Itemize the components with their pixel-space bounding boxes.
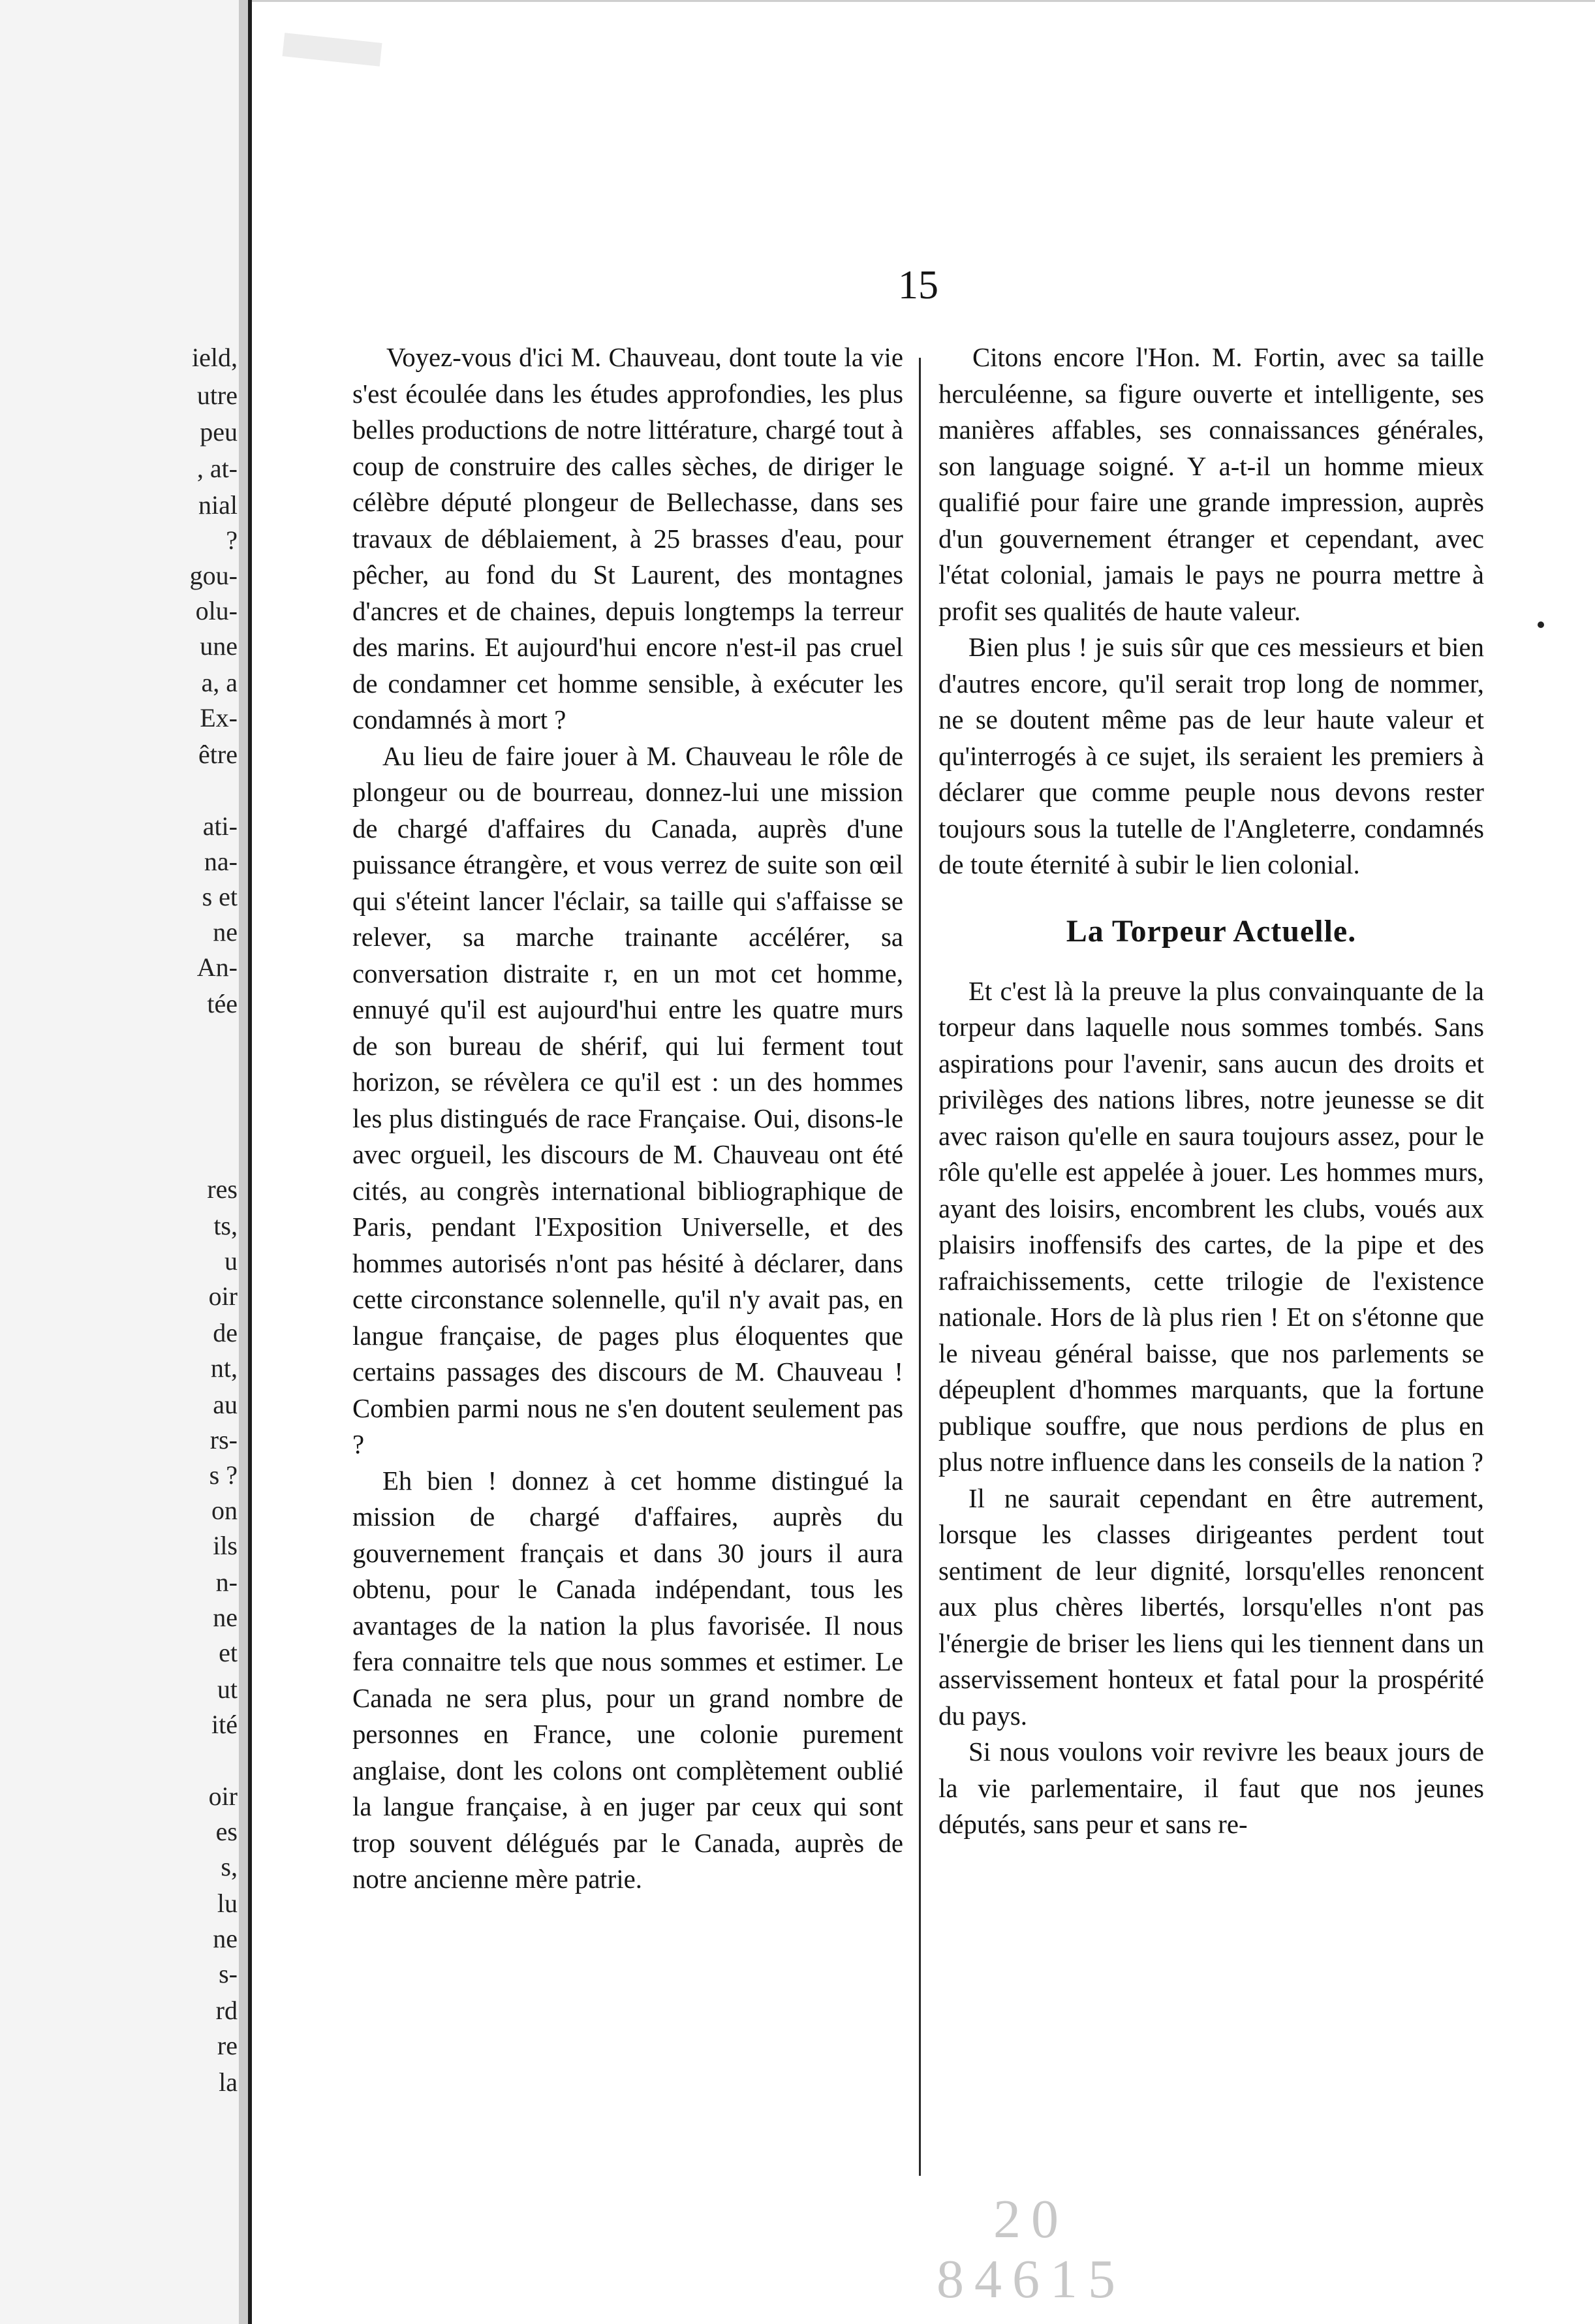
margin-fragment: rd [215,1996,238,2025]
margin-fragment: ? [226,526,238,555]
margin-fragment: An- [196,952,238,982]
margin-fragment: ils [213,1531,238,1560]
paragraph: Il ne saurait cependant en être autrement, lorsque les classes dirigeantes perdent tout sentiment de leur dignité, lorsqu'elles renoncent aux plus chères libertés, lorsqu'elles n'ont pas l'énergie de briser les liens qui les tiennent dans un asservissement honteux et fatal pour la prospérité du pays. [938,1483,1484,1731]
paragraph: Citons encore l'Hon. M. Fortin, avec sa taille herculéenne, sa figure ouverte et intelligente, ses manières affables, ses connaissances générales, son language soigné. Y a-t-il un homme mieux qualifié pour faire une grande impression, auprès d'un gouvernement étranger et cependant, avec l'état colonial, jamais le pays ne pourra mettre à profit ses qualités de haute valeur. [938,343,1484,626]
paper-smudge [283,33,382,66]
paragraph: Au lieu de faire jouer à M. Chauveau le rôle de plongeur ou de bourreau, donnez-lui une mission de chargé d'affaires du Canada, auprès d'une puissance étrangère, et vous verrez de suite son œil qui s'éteint lancer l'éclair, sa taille qui s'affaisse se relever, sa marche trainante accélérer, sa conversation distraite r, en un mot cet homme, ennuyé qu'il est aujourd'hui entre les quatre murs de son bureau de shérif, qui lui ferment tout horizon, se révèlera ce qu'il est : un des hommes les plus distingués de race Française. Oui, disons-le avec orgueil, les discours de M. Chauveau ont été cités, au congrès international bibliographique de Paris, pendant l'Exposition Universelle, et des hommes autorisés n'ont pas hésité à déclarer, dans cette circonstance solennelle, qu'il n'y avait pas, en langue française, de pages plus éloquentes que certains passages des discours de M. Chauveau ! Combien parmi nous ne s'en doutent seulement pas ? [352,741,903,1459]
margin-fragment: ne [213,917,238,947]
margin-fragment: u [225,1246,238,1276]
margin-fragment: na- [204,847,238,876]
margin-fragment: une [200,631,238,661]
page-gutter-shadow [239,0,248,2324]
margin-fragment: a, a [201,668,238,697]
margin-fragment: nial [198,490,238,520]
margin-fragment: olu- [195,596,238,625]
margin-fragment: Ex- [200,703,238,732]
margin-fragment: oir [208,1782,238,1811]
margin-fragment: ield, [192,343,238,372]
margin-fragment: utre [196,381,238,410]
paragraph: Eh bien ! donnez à cet homme distingué la mission de chargé d'affaires, auprès du gouvernement français et dans 30 jours il aura obtenu, pour le Canada indépendant, tous les avantages de la nation la plus favorisée. Il nous fera connaitre tels que nous sommes et estimer. Le Canada ne sera plus, pour un grand nombre de personnes en France, une colonie purement anglaise, dont les colons ont complètement oublié la langue française, à en juger par ceux qui sont trop souvent délégués par le Canada, auprès de notre ancienne mère patrie. [352,1466,903,1894]
facing-page-margin [0,0,247,2324]
margin-fragment: ne [213,1924,238,1953]
paragraph: Voyez-vous d'ici M. Chauveau, dont toute la vie s'est écoulée dans les études approfondies, les plus belles productions de notre littérature, chargé tout à coup de construire des calles sèches, de diriger le célèbre député plongeur de Bellechasse, dans ses travaux de déblaiement, à 25 brasses d'eau, pour pêcher, au fond du St Laurent, des montagnes d'ancres et de chaines, depuis longtemps la terreur des marins. Et aujourd'hui encore n'est-il pas cruel de condamner cet homme sensible, à exécuter les condamnés à mort ? [352,343,903,734]
margin-fragment: s ? [209,1460,238,1490]
margin-fragment: ts, [213,1211,238,1240]
faint-stamp-number: 20 [993,2189,1069,2250]
left-text-column [352,339,903,1898]
margin-fragment: rs- [209,1425,238,1454]
margin-fragment: ne [213,1603,238,1632]
margin-fragment: s- [219,1959,238,1988]
column-divider [919,358,921,2176]
section-heading: La Torpeur Actuelle. [1066,913,1357,949]
margin-fragment: et [219,1638,238,1667]
margin-fragment: gou- [189,561,238,590]
margin-fragment: tée [207,989,238,1018]
paragraph: Si nous voulons voir revivre les beaux jours de la vie parlementaire, il faut que nos jeunes députés, sans peur et sans re- [938,1737,1484,1839]
margin-fragment: , at- [196,454,238,483]
margin-fragment: être [198,740,238,769]
margin-fragment: la [219,2067,238,2097]
margin-fragment: de [213,1318,238,1347]
margin-fragment: ut [217,1674,238,1704]
margin-fragment: s et [202,882,238,911]
page-number: 15 [898,263,938,307]
margin-fragment: oir [208,1281,238,1311]
margin-fragment: n- [215,1567,238,1597]
top-edge-line [252,0,1595,2]
margin-fragment: lu [217,1889,238,1918]
right-text-column [938,339,1484,1843]
margin-fragment: nt, [210,1353,238,1383]
paragraph: Bien plus ! je suis sûr que ces messieurs et bien d'autres encore, qu'il serait trop long de nommer, ne se doutent même pas de leur haute valeur et qu'interrogés à ce sujet, ils seraient les premiers à déclarer que comme peuple nous devons rester toujours sous la tutelle de l'Angleterre, condamnés de toute éternité à subir le lien colonial. [938,633,1484,879]
margin-fragment: re [217,2031,238,2060]
margin-fragment: es [215,1817,238,1846]
margin-fragment: on [211,1496,238,1525]
margin-fragment: res [207,1174,238,1204]
paragraph: Et c'est là la preuve la plus convainquante de la torpeur dans laquelle nous sommes tombés. Sans aspirations pour l'avenir, sans aucun des droits et privilèges des nations libres, notre jeunesse se dit avec raison qu'elle en saura toujours assez, pour le rôle qu'elle est appelée à jouer. Les hommes murs, ayant des loisirs, encombrent les clubs, voués aux plaisirs inoffensifs des cartes, de la pipe et des rafraichissements, cette trilogie de l'existence nationale. Hors de là plus rien ! Et on s'étonne que le niveau général baisse, que nos parlements se dépeuplent d'hommes marquants, que la fortune publique souffre, que nous perdions de plus en plus notre influence dans les conseils de la nation ? [938,976,1484,1477]
ink-dot [1538,621,1544,628]
faint-stamp-code: 84615 [937,2249,1126,2310]
page-edge-line [248,0,252,2324]
margin-fragment: s, [221,1852,238,1881]
margin-fragment: ati- [202,811,238,841]
margin-fragment: ité [211,1710,238,1739]
margin-fragment: au [213,1390,238,1419]
margin-fragment: peu [200,417,238,447]
